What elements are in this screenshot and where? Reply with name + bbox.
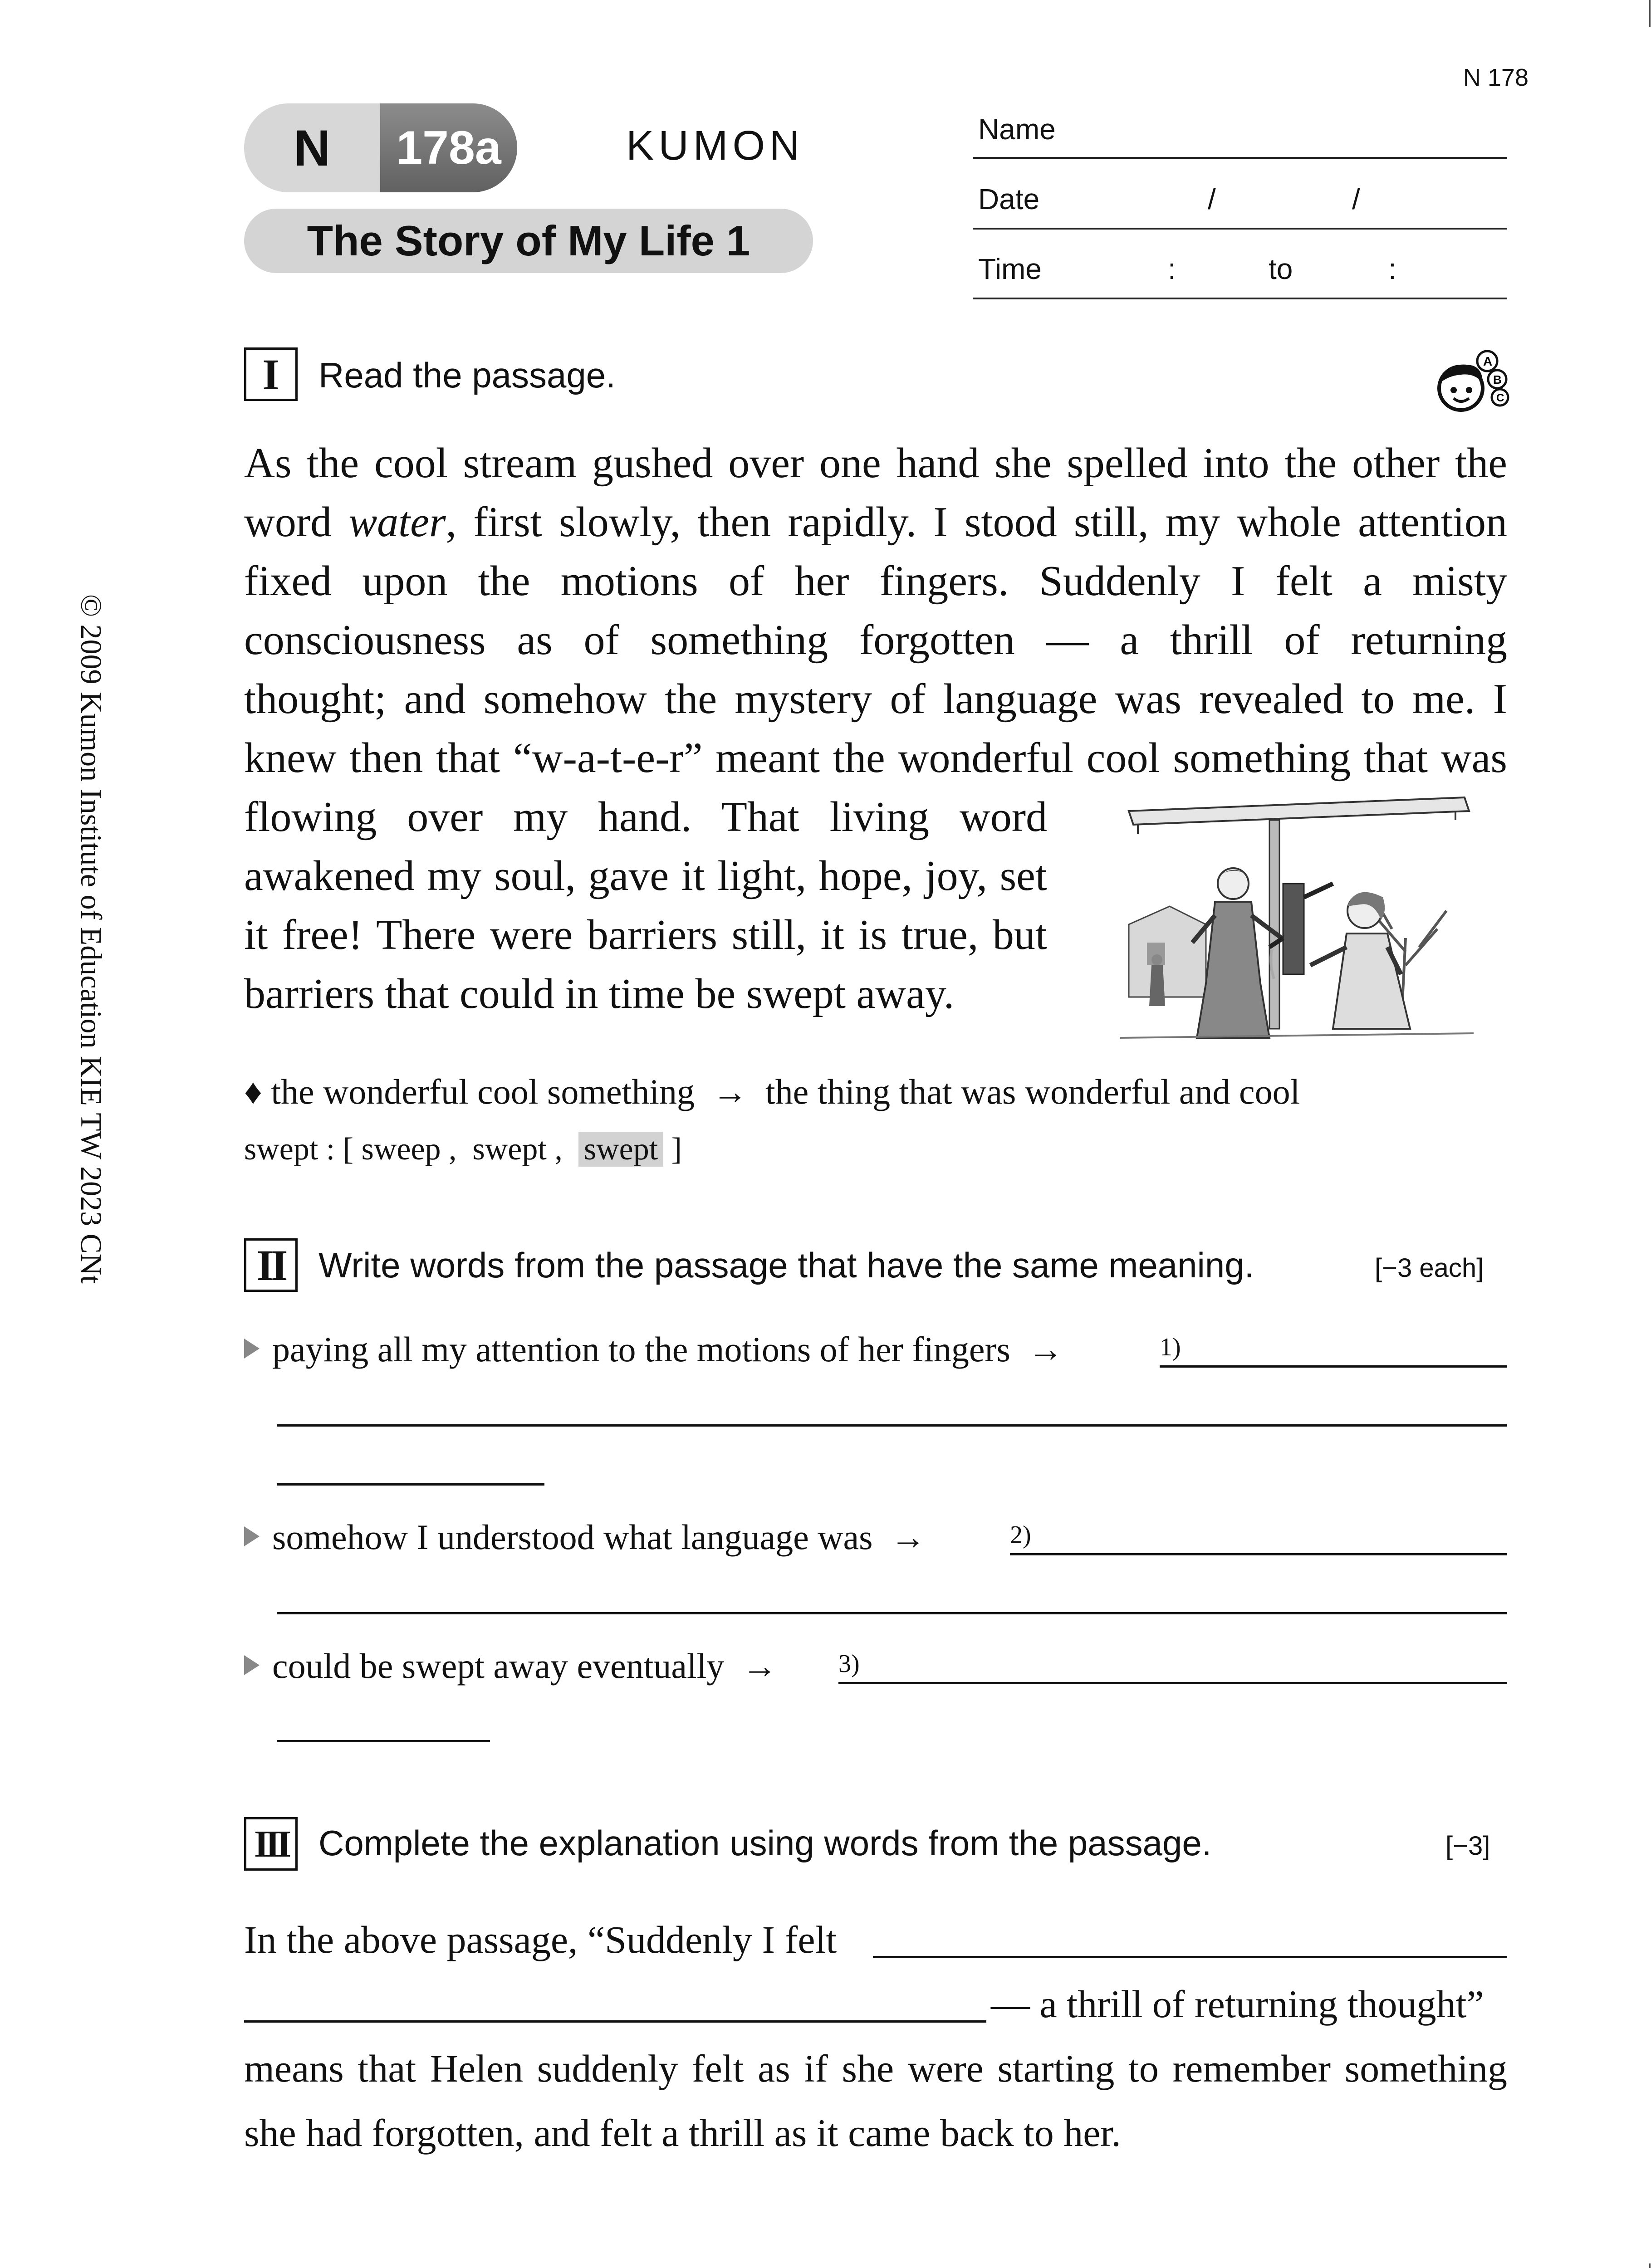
section-2-number: II xyxy=(244,1238,298,1292)
illustration-water-pump xyxy=(1120,793,1474,1056)
explanation-line-2: — a thrill of returning thought” xyxy=(991,1982,1484,2026)
level-badge xyxy=(244,103,517,192)
section-3-number: III xyxy=(244,1817,298,1871)
passage-line: fixed upon the motions of her fingers. Suddenly I felt a misty xyxy=(244,557,1507,605)
question-text: somehow I understood what language was xyxy=(272,1517,873,1557)
question-3 xyxy=(244,1646,777,1686)
passage-line: knew then that “w-a-t-e-r” meant the wonderful cool something that was xyxy=(244,734,1507,782)
verb-form-highlighted: swept xyxy=(578,1132,663,1167)
verb-forms-close: ] xyxy=(671,1132,682,1167)
answer-line-3[interactable] xyxy=(838,1682,1507,1684)
arrow-icon: → xyxy=(1028,1330,1063,1369)
answer-line-1[interactable] xyxy=(1160,1365,1507,1368)
passage-line: flowing over my hand. That living word xyxy=(244,793,1047,841)
triangle-bullet-icon xyxy=(244,1655,260,1675)
question-text: could be swept away eventually xyxy=(272,1646,725,1686)
passage-line: word water, first slowly, then rapidly. I stood still, my whole attention xyxy=(244,499,1508,546)
name-label: Name xyxy=(978,113,1056,146)
passage-line: it free! There were barriers still, it is true, but xyxy=(244,911,1047,958)
svg-text:A: A xyxy=(1483,354,1493,368)
verb-forms-label: swept : [ xyxy=(244,1132,354,1167)
answer-number: 2) xyxy=(1010,1521,1031,1549)
section-3-instruction: Complete the explanation using words from the passage. xyxy=(318,1823,1212,1863)
arrow-icon: → xyxy=(890,1517,926,1557)
explanation-answer-line[interactable] xyxy=(244,2020,986,2023)
section-2-instruction: Write words from the passage that have the same meaning. xyxy=(318,1245,1254,1285)
question-text: paying all my attention to the motions of her fingers xyxy=(272,1330,1010,1369)
passage-line: awakened my soul, gave it light, hope, joy, set xyxy=(244,852,1047,899)
level-letter: N xyxy=(244,103,380,192)
answer-number: 1) xyxy=(1160,1333,1181,1361)
date-field[interactable] xyxy=(973,228,1507,230)
time-field[interactable] xyxy=(973,298,1507,299)
section-2-points: [−3 each] xyxy=(1375,1253,1484,1283)
passage-line: As the cool stream gushed over one hand she spelled into the other the xyxy=(244,440,1507,487)
svg-text:B: B xyxy=(1493,373,1502,386)
triangle-bullet-icon xyxy=(244,1526,260,1546)
worksheet-title: The Story of My Life 1 xyxy=(244,209,813,273)
page-edge-mark xyxy=(1649,0,1651,27)
section-1-instruction: Read the passage. xyxy=(318,355,616,395)
date-separator: / xyxy=(1352,183,1360,215)
date-label: Date xyxy=(978,183,1040,215)
passage-line: thought; and somehow the mystery of language was revealed to me. I xyxy=(244,675,1507,723)
student-abc-icon xyxy=(1429,347,1511,415)
section-3-points: [−3] xyxy=(1445,1831,1490,1861)
answer-line-1[interactable] xyxy=(277,1483,544,1486)
time-to-label: to xyxy=(1269,253,1293,285)
explanation-line-4: she had forgotten, and felt a thrill as it came back to her. xyxy=(244,2111,1121,2155)
answer-line-2[interactable] xyxy=(277,1612,1507,1614)
answer-line-3[interactable] xyxy=(277,1740,490,1742)
answer-line-1[interactable] xyxy=(277,1424,1507,1427)
verb-forms xyxy=(244,1131,682,1168)
passage-line: barriers that could in time be swept away. xyxy=(244,970,955,1017)
svg-text:C: C xyxy=(1496,392,1504,404)
time-separator: : xyxy=(1168,253,1176,285)
passage-italic-word: water xyxy=(348,499,446,546)
name-field[interactable] xyxy=(973,157,1507,159)
question-2 xyxy=(244,1517,926,1558)
diamond-bullet-icon: ♦ xyxy=(244,1072,262,1111)
passage-line: consciousness as of something forgotten — a thrill of returning xyxy=(244,616,1507,664)
kumon-logo-text: KUMON xyxy=(626,122,804,169)
answer-line-2[interactable] xyxy=(1010,1553,1507,1555)
date-separator: / xyxy=(1208,183,1216,215)
note-meaning: the thing that was wonderful and cool xyxy=(765,1072,1300,1111)
page-code: N 178 xyxy=(1463,64,1529,91)
note-phrase: the wonderful cool something xyxy=(271,1072,695,1111)
passage-word: word xyxy=(244,499,332,546)
explanation-line-1: In the above passage, “Suddenly I felt xyxy=(244,1918,837,1961)
question-1 xyxy=(244,1329,1063,1370)
passage-line-rest: first slowly, then rapidly. I stood still, my whole attention xyxy=(473,499,1508,546)
kumon-logo xyxy=(626,122,835,171)
triangle-bullet-icon xyxy=(244,1339,260,1359)
arrow-icon: → xyxy=(742,1646,778,1686)
verb-form: sweep , xyxy=(361,1132,457,1167)
verb-form: swept , xyxy=(472,1132,563,1167)
page-edge-mark xyxy=(1649,2263,1651,2268)
level-number: 178a xyxy=(380,103,517,192)
section-1-number: I xyxy=(244,347,298,401)
time-label: Time xyxy=(978,253,1042,285)
explanation-answer-line[interactable] xyxy=(873,1956,1507,1958)
time-separator: : xyxy=(1388,253,1396,285)
arrow-icon: → xyxy=(712,1072,748,1111)
vocabulary-note xyxy=(244,1071,1300,1112)
answer-number: 3) xyxy=(838,1650,860,1678)
explanation-line-3: means that Helen suddenly felt as if she were starting to remember something xyxy=(244,2047,1507,2090)
copyright-notice: © 2009 Kumon Institute of Education KIE TW 2023 CNt xyxy=(74,594,108,1284)
